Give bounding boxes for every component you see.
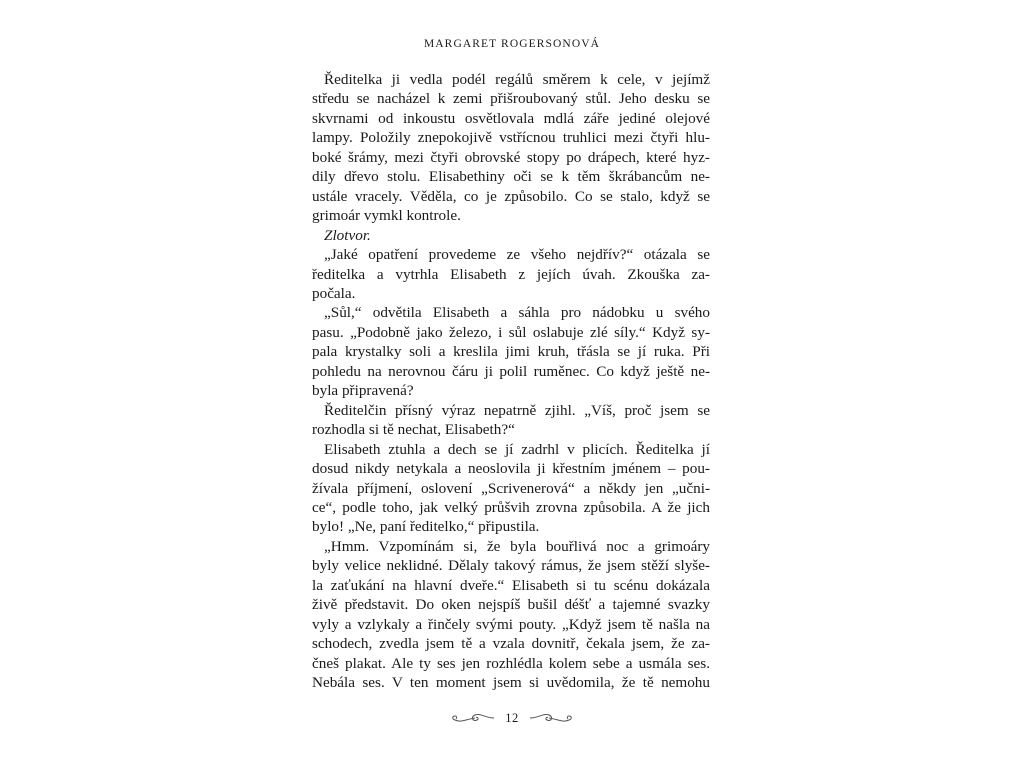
- flourish-left-icon: [451, 711, 495, 725]
- running-head-author: MARGARET ROGERSONOVÁ: [423, 38, 601, 50]
- text-line: grimoár vymkl kontrole.: [312, 207, 461, 225]
- body-text: [312, 70, 710, 693]
- text-line: „Jaké opatření provedeme ze všeho nejdřív?“ otázala se: [324, 246, 710, 264]
- text-line: lampy. Položily znepokojivě vstřícnou truhlici mezi čtyři hlu-: [312, 129, 710, 147]
- text-line: Ředitelčin přísný výraz nepatrně zjihl. „Víš, proč jsem se: [324, 401, 710, 419]
- page-number: 12: [505, 710, 519, 725]
- text-line: skvrnami od inkoustu osvětlovala mdlá záře jediné olejové: [312, 109, 710, 127]
- text-line: počala.: [312, 284, 356, 302]
- text-line: Elisabeth ztuhla a dech se jí zadrhl v plicích. Ředitelka jí: [324, 440, 710, 458]
- text-line: dily dřevo stolu. Elisabethiny oči se k těm škrábancům ne-: [312, 168, 710, 186]
- text-line: „Sůl,“ odvětila Elisabeth a sáhla pro nádobku u svého: [324, 304, 710, 322]
- flourish-right-icon: [529, 711, 573, 725]
- text-line-italic: Zlotvor.: [324, 226, 371, 244]
- text-line: pohledu na nerovnou čáru ji polil ruměnec. Co když ještě ne-: [312, 362, 710, 380]
- text-line: bylo! „Ne, paní ředitelko,“ připustila.: [312, 518, 540, 536]
- text-line: ce“, podle toho, jak velký průšvih zrovna způsobila. A že jich: [312, 498, 710, 516]
- text-line: byla připravená?: [312, 382, 414, 400]
- text-line: dosud nikdy netykala a neoslovila ji křestním jménem – pou-: [312, 460, 710, 478]
- text-line: žívala příjmení, oslovení „Scrivenerová“ a někdy jen „učni-: [312, 479, 710, 497]
- text-line: živě představit. Do oken nejspíš bušil déšť a tajemné svazky: [312, 596, 710, 614]
- text-line: „Hmm. Vzpomínám si, že byla bouřlivá noc a grimoáry: [324, 537, 710, 555]
- text-line: la zaťukání na hlavní dveře.“ Elisabeth si tu scénu dokázala: [312, 576, 710, 594]
- text-line: pala krystalky soli a kreslila jimi kruh, třásla se jí ruka. Při: [312, 343, 710, 361]
- text-line: Nebála ses. V ten moment jsem si uvědomila, že tě nemohu: [312, 674, 710, 692]
- text-line: ředitelka a vytrhla Elisabeth z jejích úvah. Zkouška za-: [312, 265, 710, 283]
- text-line: pasu. „Podobně jako železo, i sůl oslabuje zlé síly.“ Když sy-: [312, 323, 710, 341]
- page-footer: [0, 708, 1024, 728]
- text-line: byly velice neklidné. Dělaly takový rámus, že jsem stěží slyše-: [312, 557, 710, 575]
- text-line: Ředitelka ji vedla podél regálů směrem k cele, v jejímž: [324, 71, 710, 88]
- text-line: vyly a vzlykaly a řinčely svými pouty. „Když jsem tě našla na: [312, 615, 710, 633]
- text-line: boké šrámy, mezi čtyři obrovské stopy po drápech, které hyz-: [312, 148, 710, 166]
- text-line: schodech, zvedla jsem tě a vzala dovnitř, čekala jsem, že za-: [312, 635, 710, 653]
- text-line: středu se nacházel k zemi přišroubovaný stůl. Jeho desku se: [312, 90, 710, 108]
- text-line: čneš plakat. Ale ty ses jen rozhlédla kolem sebe a usmála ses.: [312, 654, 710, 672]
- text-line: rozhodla si tě nechat, Elisabeth?“: [312, 421, 515, 439]
- text-line: ustále vracely. Věděla, co je způsobilo. Co se stalo, když se: [312, 187, 710, 205]
